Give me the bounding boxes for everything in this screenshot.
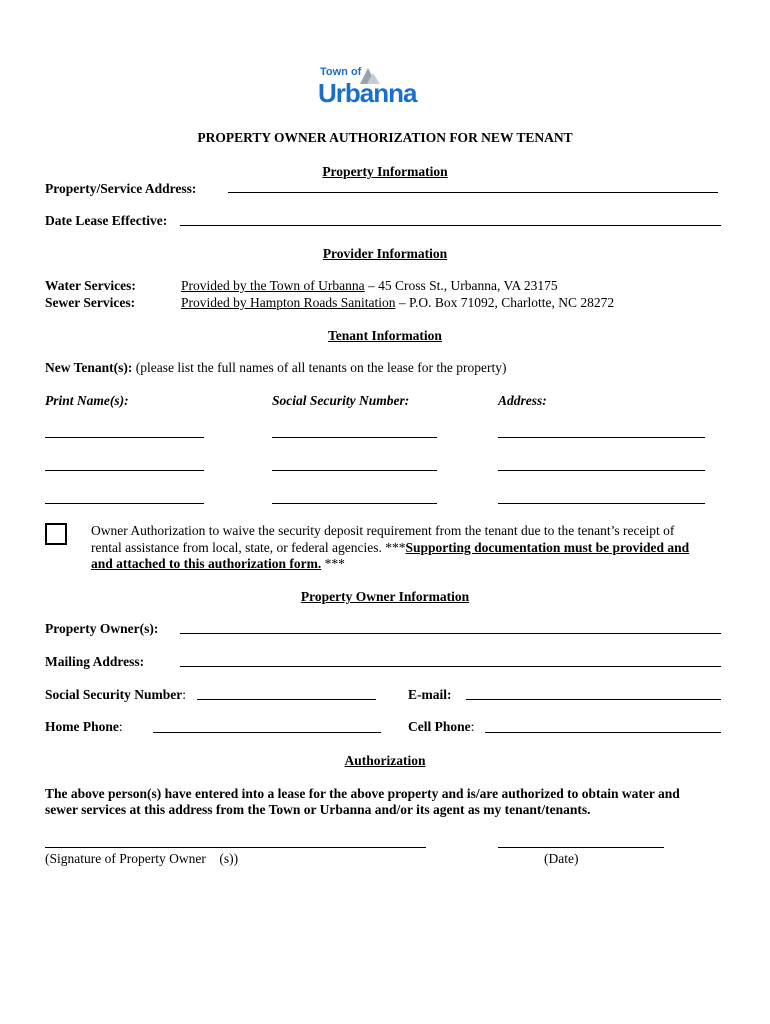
new-tenants-label: New Tenant(s):: [45, 360, 133, 375]
home-phone-label-text: Home Phone: [45, 719, 119, 734]
sewer-services-label: Sewer Services:: [45, 295, 136, 310]
waiver-text-line3-b: ***: [321, 556, 345, 571]
authorization-heading: Authorization: [344, 753, 426, 768]
signature-line[interactable]: [45, 847, 426, 848]
cell-phone-label-text: Cell Phone: [408, 719, 471, 734]
owners-label: Property Owner(s):: [45, 621, 159, 636]
waiver-text-line2: [91, 540, 689, 556]
property-address-label: Property/Service Address:: [45, 181, 197, 196]
logo-urbanna: Urbanna: [318, 78, 417, 108]
water-services-label: Water Services:: [45, 278, 136, 293]
tenant-address-line[interactable]: [498, 437, 705, 438]
tenant-name-line[interactable]: [45, 437, 204, 438]
tenant-name-line[interactable]: [45, 503, 204, 504]
date-label: (Date): [544, 851, 579, 866]
home-phone-line[interactable]: [153, 732, 381, 733]
owner-ssn-line[interactable]: [197, 699, 376, 700]
waiver-supporting-doc: Supporting documentation must be provided and: [405, 540, 690, 555]
new-tenants-line: [45, 360, 507, 376]
provider-info-heading: Provider Information: [322, 246, 448, 261]
lease-date-line[interactable]: [180, 225, 721, 226]
lease-date-label: Date Lease Effective:: [45, 213, 168, 228]
email-label: E-mail:: [408, 687, 452, 702]
sewer-provider-detail: – P.O. Box 71092, Charlotte, NC 28272: [395, 295, 615, 310]
sewer-services-value: [181, 295, 614, 311]
email-line[interactable]: [466, 699, 721, 700]
document-title: PROPERTY OWNER AUTHORIZATION FOR NEW TENANT: [197, 130, 573, 145]
cell-phone-line[interactable]: [485, 732, 721, 733]
tenant-info-heading: Tenant Information: [328, 328, 442, 343]
home-phone-colon: :: [118, 719, 123, 734]
cell-phone-label: [408, 719, 474, 735]
tenant-address-line[interactable]: [498, 503, 705, 504]
water-provider-detail: – 45 Cross St., Urbanna, VA 23175: [364, 278, 558, 293]
print-names-header: Print Name(s):: [45, 393, 129, 408]
tenant-address-line[interactable]: [498, 470, 705, 471]
tenant-name-line[interactable]: [45, 470, 204, 471]
owner-ssn-label-text: Social Security Number: [45, 687, 183, 702]
sewer-provider: Provided by Hampton Roads Sanitation: [181, 295, 396, 310]
address-header: Address:: [498, 393, 547, 408]
waiver-text-line3: [91, 556, 345, 572]
logo-town-of: Town of: [320, 66, 362, 78]
water-services-value: [181, 278, 558, 294]
water-provider: Provided by the Town of Urbanna: [181, 278, 365, 293]
owner-info-heading: Property Owner Information: [300, 589, 470, 604]
tenant-ssn-line[interactable]: [272, 503, 437, 504]
property-address-line[interactable]: [228, 192, 718, 193]
waiver-attached: and attached to this authorization form.: [91, 556, 322, 571]
tenant-ssn-line[interactable]: [272, 470, 437, 471]
owners-line[interactable]: [180, 633, 721, 634]
authorization-statement-line2: sewer services at this address from the Town or Urbanna and/or its agent as my tenant/tenants.: [45, 802, 591, 817]
new-tenants-note: (please list the full names of all tenants on the lease for the property): [132, 360, 507, 375]
waiver-text-line1: Owner Authorization to waive the security deposit requirement from the tenant due to the tenant’s receipt of: [91, 523, 675, 538]
waiver-text-line2-a: rental assistance from local, state, or federal agencies. ***: [91, 540, 406, 555]
owner-ssn-colon: :: [182, 687, 187, 702]
waiver-checkbox[interactable]: [45, 523, 67, 545]
cell-phone-colon: :: [470, 719, 475, 734]
property-info-heading: Property Information: [322, 164, 448, 179]
authorization-statement-line1: The above person(s) have entered into a lease for the above property and is/are authorized to obtain water and: [45, 786, 680, 801]
date-line[interactable]: [498, 847, 664, 848]
town-logo: [318, 62, 417, 114]
mailing-address-line[interactable]: [180, 666, 721, 667]
tenant-ssn-line[interactable]: [272, 437, 437, 438]
signature-label: (Signature of Property Owner (s)): [45, 851, 239, 866]
mailing-address-label: Mailing Address:: [45, 654, 145, 669]
ssn-header: Social Security Number:: [272, 393, 410, 408]
owner-ssn-label: [45, 687, 186, 703]
home-phone-label: [45, 719, 123, 735]
